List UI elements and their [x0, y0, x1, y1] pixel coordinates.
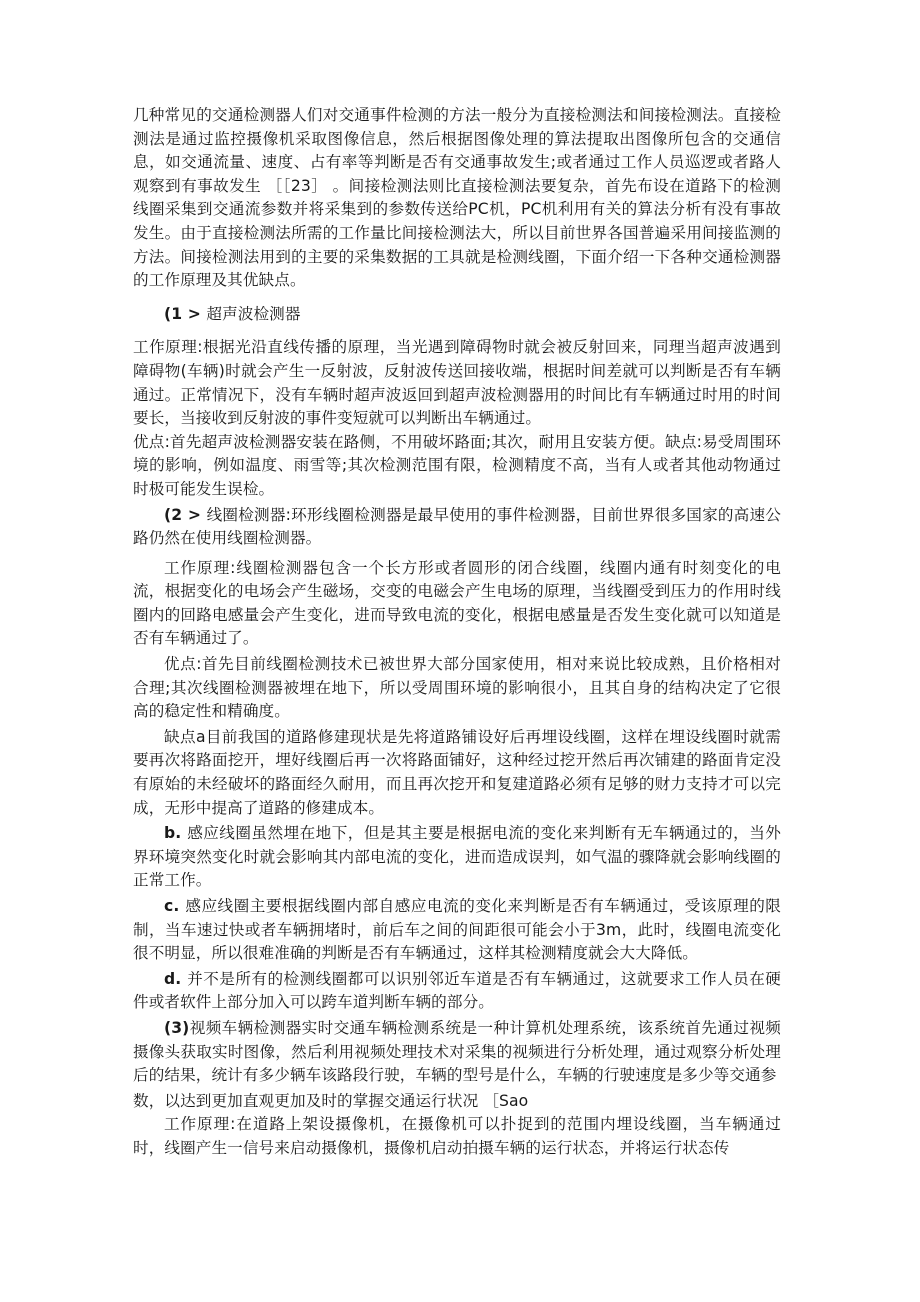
paragraph-intro: [133, 104, 781, 293]
paragraph-loop-cons-b: [133, 822, 781, 893]
paragraph-text: 视频车辆检测器实时交通车辆检测系统是一种计算机处理系统，该系统首先通过视频摄像头获取实时图像，然后利用视频处理技术对采集的视频进行分析处理，通过观察分析处理后的结果，统计有多少辆车该路段行驶，车辆的型号是什么，车辆的行驶速度是多少等交通参: [133, 1018, 781, 1085]
paragraph-video-continued: [133, 1090, 781, 1114]
document-page: [133, 104, 781, 1161]
list-marker: (2 >: [164, 505, 207, 524]
paragraph-text: 并不是所有的检测线圈都可以识别邻近车道是否有车辆通过，这就要求工作人员在硬件或者软件上部分加入可以跨车道判断车辆的部分。: [133, 969, 781, 1012]
paragraph-loop-cons-a: [133, 726, 781, 820]
paragraph-text: 优点:首先目前线圈检测技术已被世界大部分国家使用，相对来说比较成熟，且价格相对合理;其次线圈检测器被埋在地下，所以受周围环境的影响很小，且其自身的结构决定了它很高的稳定性和精确度。: [133, 655, 781, 721]
paragraph-text: 工作原理:在道路上架设摄像机，在摄像机可以扑捉到的范围内埋设线圈，当车辆通过时，线圈产生一信号来启动摄像机，摄像机启动拍摄车辆的运行状态，并将运行状态传: [133, 1115, 781, 1157]
paragraph-loop-cons-c: [133, 895, 781, 966]
paragraph-text: 感应线圈主要根据线圈内部自感应电流的变化来判断是否有车辆通过，受该原理的限制，当车速过快或者车辆拥堵时，前后车之间的间距很可能会小于3m，此时，线圈电流变化很不明显，所以很难准确的判断是否有车辆通过，这样其检测精度就会大大降低。: [133, 897, 782, 963]
paragraph-loop-pros: [133, 653, 781, 724]
paragraph-text: 缺点a目前我国的道路修建现状是先将道路铺设好后再埋设线圈，这样在埋设线圈时就需要再次将路面挖开，埋好线圈后再一次将路面铺好，这种经过挖开然后再次铺建的路面肯定没有原始的未经破坏的路面经久耐用，而且再次挖开和复建道路必须有足够的财力支持才可以完成，无形中提高了道路的修建成本。: [133, 727, 781, 817]
paragraph-text: 感应线圈虽然埋在地下，但是其主要是根据电流的变化来判断有无车辆通过的，当外界环境突然变化时就会影响其内部电流的变化，进而造成误判，如气温的骤降就会影响线圈的正常工作。: [133, 824, 781, 890]
paragraph-text: 工作原理:根据光沿直线传播的原理，当光遇到障碍物时就会被反射回来，同理当超声波遇到障碍物(车辆)时就会产生一反射波，反射波传送回接收端，根据时间差就可以判断是否有车辆通过。正常情况下，没有车辆时超声波返回到超声波检测器用的时间比有车辆通过时用的时间要长，当接收到反射波的事件变短就可以判断出车辆通过。: [133, 338, 781, 428]
paragraph-text: 几种常见的交通检测器人们对交通事件检测的方法一般分为直接检测法和间接检测法。直接检测法是通过监控摄像机采取图像信息，然后根据图像处理的算法提取出图像所包含的交通信息，如交通流量、速度、占有率等判断是否有交通事故发生;或者通过工作人员巡逻或者路人观察到有事故发生 ［［23］ 。间接检测法则比直接检测法要复杂，首先布设在道路下的检测线圈采集到交通流参数并将采集到的参数传送给PC机，PC机利用有关的算法分析有没有事故发生。由于直接检测法所需的工作量比间接检测法大，所以目前世界各国普遍采用间接监测的方法。间接检测法用到的主要的采集数据的工具就是检测线圈，下面介绍一下各种交通检测器的工作原理及其优缺点。: [133, 106, 781, 290]
paragraph-ultrasonic-principle: [133, 336, 781, 430]
heading-ultrasonic: [133, 303, 781, 327]
heading-loop-detector: [133, 504, 781, 551]
list-marker: c.: [164, 897, 186, 915]
paragraph-text: 数，以达到更加直观更加及时的掌握交通运行状况 ［Sao: [133, 1091, 529, 1110]
list-marker: d.: [164, 969, 188, 988]
paragraph-text: 优点:首先超声波检测器安装在路侧，不用破坏路面;其次，耐用且安装方便。缺点:易受周围环境的影响，例如温度、雨雪等;其次检测范围有限，检测精度不高，当有人或者其他动物通过时极可能发生误检。: [133, 432, 781, 498]
paragraph-video-principle: [133, 1113, 781, 1160]
paragraph-loop-principle: [133, 557, 781, 651]
paragraph-loop-cons-d: [133, 968, 781, 1015]
heading-text: 超声波检测器: [206, 304, 301, 323]
list-marker: b.: [164, 824, 188, 843]
paragraph-text: 线圈检测器:环形线圈检测器是最早使用的事件检测器，目前世界很多国家的高速公路仍然在使用线圈检测器。: [133, 505, 781, 548]
list-marker: (3): [164, 1018, 190, 1037]
paragraph-ultrasonic-pros-cons: [133, 431, 781, 502]
paragraph-text: 工作原理:线圈检测器包含一个长方形或者圆形的闭合线圈，线圈内通有时刻变化的电流，根据变化的电场会产生磁场，交变的电磁会产生电场的原理，当线圈受到压力的作用时线圈内的回路电感量会产生变化，进而导致电流的变化，根据电感量是否发生变化就可以知道是否有车辆通过了。: [133, 558, 781, 648]
heading-video-detector: [133, 1017, 781, 1088]
list-marker: (1 >: [164, 304, 207, 323]
